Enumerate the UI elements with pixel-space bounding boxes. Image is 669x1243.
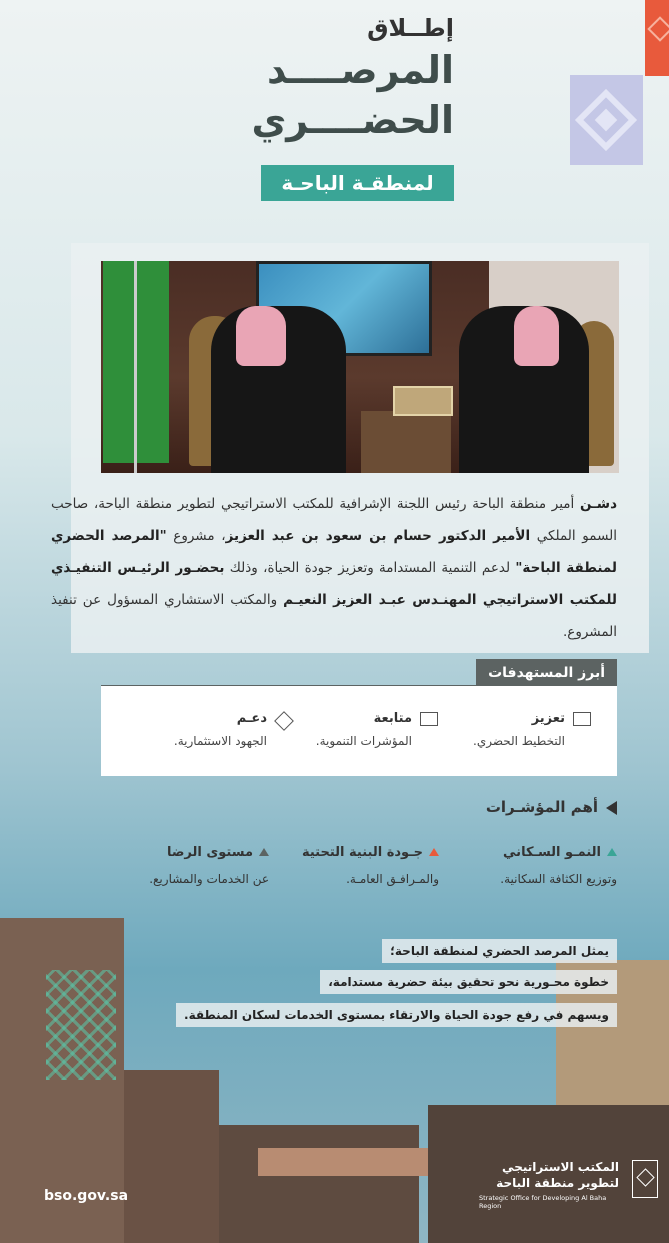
presentation-chart-icon	[420, 712, 438, 726]
target-item: تعزيز التخطيط الحضري.	[405, 711, 565, 748]
ruin-wall	[219, 1125, 419, 1243]
target-item: دعـم الجهود الاستثمارية.	[107, 711, 267, 748]
targets-label: أبرز المستهدفات	[476, 659, 617, 686]
ruin-wall	[124, 1070, 219, 1243]
triangle-pointer-icon	[606, 801, 617, 815]
diamond-pattern-icon	[570, 75, 643, 165]
urban-plan-icon	[573, 712, 591, 726]
announcement-paragraph: دشـن أمير منطقة الباحة رئيس اللجنة الإشرافية للمكتب الاستراتيجي لتطوير منطقة الباحة، صاحب السمو الملكي الأمير الدكتور حسام بن سعود بن عبد العزيز، مشروع "المرصد الحضري لمنطقة الباحة" لدعم التنمية المستدامة وتعزيز جودة الحياة، وذلك بحضـور الرئيـس التنفيـذي للمكتب الاستراتيجي المهنـدس عبـد العزيز النعيـم والمكتب الاستشاري المسؤول عن تنفيذ المشروع.	[51, 496, 617, 640]
highlight-line: خطوة محـورية نحو تحقيق بيئة حضرية مستدامة،	[320, 970, 617, 994]
highlight-line: ويسهم في رفع جودة الحياة والارتقاء بمستوى الخدمات لسكان المنطقة.	[176, 1003, 617, 1027]
up-arrow-icon	[607, 848, 617, 856]
highlight-line: يمثل المرصد الحضري لمنطقة الباحة؛	[382, 939, 617, 963]
targets-panel	[101, 686, 617, 776]
target-item: متابعة المؤشرات التنموية.	[252, 711, 412, 748]
website-link[interactable]: bso.gov.sa	[44, 1188, 129, 1204]
indicator-item: جـودة البنية التحتية والمـرافـق العامـة.	[301, 845, 439, 886]
title-region-badge: لمنطقـة الباحـة	[261, 165, 454, 201]
diamond-pattern-decoration	[46, 970, 116, 1080]
indicator-item: مستوى الرضا عن الخدمات والمشاريع.	[149, 845, 269, 886]
office-emblem-icon	[632, 1160, 658, 1198]
layers-icon	[275, 712, 293, 726]
indicators-heading: أهم المؤشـرات	[486, 798, 617, 816]
title-launch: إطــلاق	[367, 14, 454, 42]
title-urban: الحضــــري	[251, 98, 454, 142]
corner-accent	[645, 0, 669, 76]
office-logo: المكتب الاستراتيجي لتطوير منطقة الباحة Strategic Office for Developing Al Baha Region	[479, 1160, 619, 1210]
ruin-wall	[258, 1148, 433, 1176]
indicator-item: النمـو السـكاني وتوزيع الكثافة السكانية.	[500, 845, 617, 886]
launch-photo	[101, 261, 619, 473]
up-arrow-icon	[429, 848, 439, 856]
title-observatory: المرصــــد	[266, 48, 454, 92]
up-arrow-icon	[259, 848, 269, 856]
